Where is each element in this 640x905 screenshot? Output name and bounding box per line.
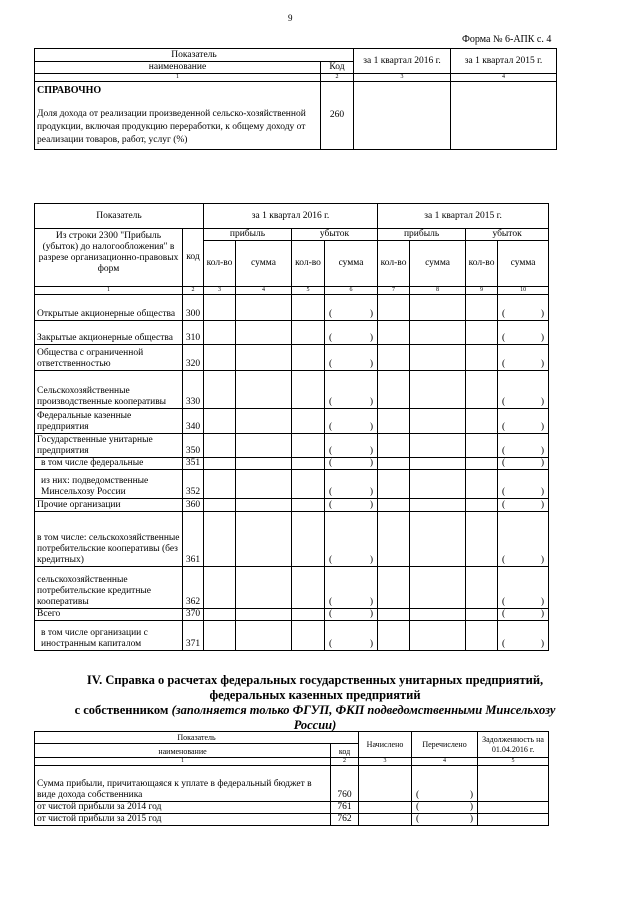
value-cell[interactable] <box>410 621 466 651</box>
loss-sum-cell[interactable] <box>498 345 549 371</box>
row-code: 371 <box>183 621 204 651</box>
value-cell[interactable] <box>466 295 498 321</box>
value-cell[interactable] <box>410 321 466 345</box>
loss-sum-cell[interactable] <box>498 512 549 567</box>
parentheses: ( ) <box>329 555 374 565</box>
row-label: в том числе: сельскохозяйственные потребительские кооперативы (без кредитных) <box>35 512 183 567</box>
value-cell[interactable] <box>410 295 466 321</box>
value-cell[interactable] <box>236 621 292 651</box>
value-cell[interactable] <box>378 567 410 609</box>
value-cell[interactable] <box>410 345 466 371</box>
header-q2015: за 1 квартал 2015 г. <box>451 49 557 74</box>
value-cell[interactable] <box>410 458 466 470</box>
loss-sum-cell[interactable] <box>498 621 549 651</box>
table-row <box>35 371 549 409</box>
value-cell[interactable] <box>292 567 325 609</box>
header-qty: кол-во <box>466 241 498 287</box>
row-label: от чистой прибыли за 2015 год <box>35 814 331 826</box>
table-row <box>35 409 549 434</box>
header-sum: сумма <box>325 241 378 287</box>
parentheses: ( ) <box>502 487 545 497</box>
section-iv-title <box>40 673 590 733</box>
value-cell[interactable] <box>466 512 498 567</box>
table-row <box>35 621 549 651</box>
column-number: 4 <box>412 758 478 766</box>
loss-sum-cell[interactable] <box>325 499 378 512</box>
value-cell[interactable] <box>292 458 325 470</box>
table-row <box>35 434 549 458</box>
value-cell[interactable] <box>378 321 410 345</box>
column-number: 1 <box>35 758 331 766</box>
parentheses: ( ) <box>416 814 474 824</box>
parentheses: ( ) <box>329 458 374 468</box>
value-cell[interactable] <box>204 609 236 621</box>
value-cell[interactable] <box>236 371 292 409</box>
parentheses: ( ) <box>329 397 374 407</box>
value-cell[interactable] <box>378 470 410 499</box>
value-cell[interactable] <box>236 458 292 470</box>
value-cell[interactable] <box>478 814 549 826</box>
parentheses: ( ) <box>502 309 545 319</box>
value-cell[interactable] <box>359 814 412 826</box>
section-label: СПРАВОЧНО <box>37 85 102 96</box>
value-cell[interactable] <box>204 345 236 371</box>
value-cell[interactable] <box>378 434 410 458</box>
column-number: 1 <box>35 287 183 295</box>
parentheses: ( ) <box>502 397 545 407</box>
header-transferred: Перечислено <box>412 732 478 758</box>
value-cell[interactable] <box>204 321 236 345</box>
row-code: 310 <box>183 321 204 345</box>
row-label: из них: подведомственные Минсельхозу России <box>35 470 183 499</box>
value-cell[interactable] <box>204 567 236 609</box>
loss-sum-cell[interactable] <box>325 609 378 621</box>
loss-sum-cell[interactable] <box>325 434 378 458</box>
table-row <box>35 814 549 826</box>
row-label: Сумма прибыли, причитающаяся к уплате в федеральный бюджет в виде дохода собственника <box>35 766 331 802</box>
column-number: 7 <box>378 287 410 295</box>
loss-sum-cell[interactable] <box>325 321 378 345</box>
parentheses: ( ) <box>502 639 545 649</box>
title-text: с собственником <box>74 703 169 717</box>
owner-settlement-table <box>34 731 549 826</box>
header-code: код <box>331 744 359 758</box>
table-row <box>35 567 549 609</box>
value-cell[interactable] <box>359 766 412 802</box>
header-accrued: Начислено <box>359 732 412 758</box>
title-note: (заполняется только ФГУП, ФКП подведомственными Минсельхозу <box>171 703 556 717</box>
value-cell[interactable] <box>204 295 236 321</box>
loss-sum-cell[interactable] <box>325 621 378 651</box>
row-label: Федеральные казенные предприятия <box>35 409 183 434</box>
header-code: код <box>183 229 204 287</box>
value-cell[interactable] <box>236 499 292 512</box>
row-label: Доля дохода от реализации произведенной сельско-хозяйственной продукции, включая продукцию переработки, к общему доходу от реализации товаров, работ, услуг (%) <box>37 109 306 145</box>
value-cell[interactable] <box>410 567 466 609</box>
loss-sum-cell[interactable] <box>498 470 549 499</box>
parentheses: ( ) <box>329 446 374 456</box>
header-code: Код <box>321 62 354 74</box>
header-qty: кол-во <box>378 241 410 287</box>
column-number: 3 <box>354 74 451 82</box>
value-cell[interactable] <box>378 499 410 512</box>
column-number: 9 <box>466 287 498 295</box>
parentheses: ( ) <box>502 458 545 468</box>
row-code: 370 <box>183 609 204 621</box>
table-row <box>35 345 549 371</box>
header-q2016: за 1 квартал 2016 г. <box>354 49 451 74</box>
column-number: 8 <box>410 287 466 295</box>
value-cell[interactable] <box>378 512 410 567</box>
loss-sum-cell[interactable] <box>325 371 378 409</box>
column-number: 2 <box>321 74 354 82</box>
row-label: Государственные унитарные предприятия <box>35 434 183 458</box>
table-row <box>35 470 549 499</box>
parentheses: ( ) <box>329 500 374 510</box>
table-row <box>35 321 549 345</box>
value-cell[interactable] <box>236 512 292 567</box>
loss-sum-cell[interactable] <box>498 567 549 609</box>
row-label: Закрытые акционерные общества <box>35 321 183 345</box>
parentheses: ( ) <box>502 609 545 619</box>
header-indicator: Показатель <box>35 49 354 62</box>
parentheses: ( ) <box>502 333 545 343</box>
value-cell[interactable] <box>378 609 410 621</box>
table-row <box>35 766 549 802</box>
value-cell[interactable] <box>378 409 410 434</box>
value-cell[interactable] <box>451 82 557 150</box>
column-number: 6 <box>325 287 378 295</box>
title-note: России) <box>293 718 337 732</box>
parentheses: ( ) <box>502 555 545 565</box>
value-cell[interactable] <box>292 434 325 458</box>
value-cell[interactable] <box>236 567 292 609</box>
value-cell[interactable] <box>410 434 466 458</box>
value-cell[interactable] <box>466 458 498 470</box>
loss-sum-cell[interactable] <box>498 499 549 512</box>
row-code: 762 <box>331 814 359 826</box>
value-cell[interactable] <box>292 499 325 512</box>
loss-sum-cell[interactable] <box>498 609 549 621</box>
column-number: 2 <box>331 758 359 766</box>
row-code: 761 <box>331 802 359 814</box>
row-code: 260 <box>321 82 354 150</box>
column-number: 4 <box>236 287 292 295</box>
value-cell[interactable] <box>292 295 325 321</box>
value-cell[interactable] <box>292 371 325 409</box>
page-number: 9 <box>288 13 293 23</box>
parentheses: ( ) <box>329 609 374 619</box>
value-cell[interactable] <box>478 802 549 814</box>
parentheses: ( ) <box>329 333 374 343</box>
column-number: 3 <box>204 287 236 295</box>
value-cell[interactable] <box>292 609 325 621</box>
column-number: 5 <box>292 287 325 295</box>
header-profit: прибыль <box>204 229 292 241</box>
value-cell[interactable] <box>466 321 498 345</box>
value-cell[interactable] <box>204 458 236 470</box>
loss-sum-cell[interactable] <box>325 458 378 470</box>
title-line <box>40 703 590 718</box>
value-cell[interactable] <box>410 371 466 409</box>
header-qty: кол-во <box>292 241 325 287</box>
loss-sum-cell[interactable] <box>498 409 549 434</box>
row-code: 320 <box>183 345 204 371</box>
reference-table <box>34 48 557 150</box>
column-number: 1 <box>35 74 321 82</box>
value-cell[interactable] <box>466 409 498 434</box>
loss-sum-cell[interactable] <box>325 567 378 609</box>
parentheses: ( ) <box>329 422 374 432</box>
table-row <box>35 512 549 567</box>
transferred-cell[interactable] <box>412 802 478 814</box>
header-sum: сумма <box>410 241 466 287</box>
value-cell[interactable] <box>466 434 498 458</box>
table-row <box>35 609 549 621</box>
value-cell[interactable] <box>410 609 466 621</box>
column-number: 4 <box>451 74 557 82</box>
value-cell[interactable] <box>236 321 292 345</box>
column-number: 10 <box>498 287 549 295</box>
value-cell[interactable] <box>236 295 292 321</box>
header-qty: кол-во <box>204 241 236 287</box>
loss-sum-cell[interactable] <box>325 470 378 499</box>
value-cell[interactable] <box>236 609 292 621</box>
loss-sum-cell[interactable] <box>498 458 549 470</box>
value-cell[interactable] <box>236 434 292 458</box>
row-code: 351 <box>183 458 204 470</box>
transferred-cell[interactable] <box>412 766 478 802</box>
loss-sum-cell[interactable] <box>325 512 378 567</box>
loss-sum-cell[interactable] <box>325 345 378 371</box>
header-q2016: за 1 квартал 2016 г. <box>204 204 378 229</box>
header-profit: прибыль <box>378 229 466 241</box>
value-cell[interactable] <box>292 470 325 499</box>
value-cell[interactable] <box>410 470 466 499</box>
row-label: Всего <box>35 609 183 621</box>
row-label: Общества с ограниченной ответственностью <box>35 345 183 371</box>
profit-loss-table <box>34 203 549 651</box>
header-debt: Задолженность на 01.04.2016 г. <box>478 732 549 758</box>
value-cell[interactable] <box>466 621 498 651</box>
row-code: 340 <box>183 409 204 434</box>
row-code: 361 <box>183 512 204 567</box>
row-code: 760 <box>331 766 359 802</box>
value-cell[interactable] <box>204 621 236 651</box>
value-cell[interactable] <box>478 766 549 802</box>
form-label: Форма № 6-АПК с. 4 <box>462 34 552 45</box>
loss-sum-cell[interactable] <box>498 434 549 458</box>
parentheses: ( ) <box>329 359 374 369</box>
row-label: в том числе организации с иностранным капиталом <box>35 621 183 651</box>
header-from-line: Из строки 2300 "Прибыль (убыток) до налогообложения" в разрезе организационно-правовых форм <box>35 229 183 287</box>
value-cell[interactable] <box>410 409 466 434</box>
title-line: федеральных казенных предприятий <box>209 688 421 702</box>
header-sum: сумма <box>498 241 549 287</box>
table-row <box>35 802 549 814</box>
title-line: IV. Справка о расчетах федеральных государственных унитарных предприятий, <box>86 673 544 687</box>
header-q2015: за 1 квартал 2015 г. <box>378 204 549 229</box>
value-cell[interactable] <box>236 345 292 371</box>
parentheses: ( ) <box>416 790 474 800</box>
loss-sum-cell[interactable] <box>325 409 378 434</box>
column-number: 5 <box>478 758 549 766</box>
value-cell[interactable] <box>236 470 292 499</box>
row-code: 360 <box>183 499 204 512</box>
row-label: Сельскохозяйственные производственные кооперативы <box>35 371 183 409</box>
table-row <box>35 499 549 512</box>
row-label: Прочие организации <box>35 499 183 512</box>
value-cell[interactable] <box>292 409 325 434</box>
column-number: 3 <box>359 758 412 766</box>
value-cell[interactable] <box>466 609 498 621</box>
parentheses: ( ) <box>502 422 545 432</box>
column-number: 2 <box>183 287 204 295</box>
header-indicator: Показатель <box>35 732 359 744</box>
value-cell[interactable] <box>204 499 236 512</box>
row-label: Открытые акционерные общества <box>35 295 183 321</box>
parentheses: ( ) <box>329 639 374 649</box>
value-cell[interactable] <box>204 434 236 458</box>
value-cell[interactable] <box>292 321 325 345</box>
value-cell[interactable] <box>466 470 498 499</box>
value-cell[interactable] <box>466 345 498 371</box>
header-name: наименование <box>35 62 321 74</box>
value-cell[interactable] <box>466 371 498 409</box>
header-indicator: Показатель <box>35 204 204 229</box>
loss-sum-cell[interactable] <box>498 371 549 409</box>
value-cell[interactable] <box>292 345 325 371</box>
value-cell[interactable] <box>354 82 451 150</box>
header-loss: убыток <box>292 229 378 241</box>
parentheses: ( ) <box>329 597 374 607</box>
table-row <box>35 458 549 470</box>
value-cell[interactable] <box>466 567 498 609</box>
table-row <box>35 295 549 321</box>
value-cell[interactable] <box>292 621 325 651</box>
value-cell[interactable] <box>378 371 410 409</box>
value-cell[interactable] <box>204 371 236 409</box>
loss-sum-cell[interactable] <box>325 295 378 321</box>
header-name: наименование <box>35 744 331 758</box>
value-cell[interactable] <box>204 409 236 434</box>
row-label: от чистой прибыли за 2014 год <box>35 802 331 814</box>
header-loss: убыток <box>466 229 549 241</box>
row-label: в том числе федеральные <box>35 458 183 470</box>
value-cell[interactable] <box>236 409 292 434</box>
value-cell[interactable] <box>204 470 236 499</box>
parentheses: ( ) <box>502 597 545 607</box>
row-code: 362 <box>183 567 204 609</box>
parentheses: ( ) <box>416 802 474 812</box>
row-code: 350 <box>183 434 204 458</box>
value-cell[interactable] <box>378 458 410 470</box>
loss-sum-cell[interactable] <box>498 295 549 321</box>
parentheses: ( ) <box>329 309 374 319</box>
value-cell[interactable] <box>378 621 410 651</box>
value-cell[interactable] <box>359 802 412 814</box>
row-label: сельскохозяйственные потребительские кредитные кооперативы <box>35 567 183 609</box>
row-code: 330 <box>183 371 204 409</box>
loss-sum-cell[interactable] <box>498 321 549 345</box>
row-code: 300 <box>183 295 204 321</box>
value-cell[interactable] <box>204 512 236 567</box>
value-cell[interactable] <box>292 512 325 567</box>
parentheses: ( ) <box>502 359 545 369</box>
reference-row <box>35 82 321 150</box>
value-cell[interactable] <box>410 499 466 512</box>
row-code: 352 <box>183 470 204 499</box>
header-sum: сумма <box>236 241 292 287</box>
value-cell[interactable] <box>410 512 466 567</box>
transferred-cell[interactable] <box>412 814 478 826</box>
parentheses: ( ) <box>502 446 545 456</box>
parentheses: ( ) <box>329 487 374 497</box>
value-cell[interactable] <box>466 499 498 512</box>
parentheses: ( ) <box>502 500 545 510</box>
value-cell[interactable] <box>378 345 410 371</box>
value-cell[interactable] <box>378 295 410 321</box>
